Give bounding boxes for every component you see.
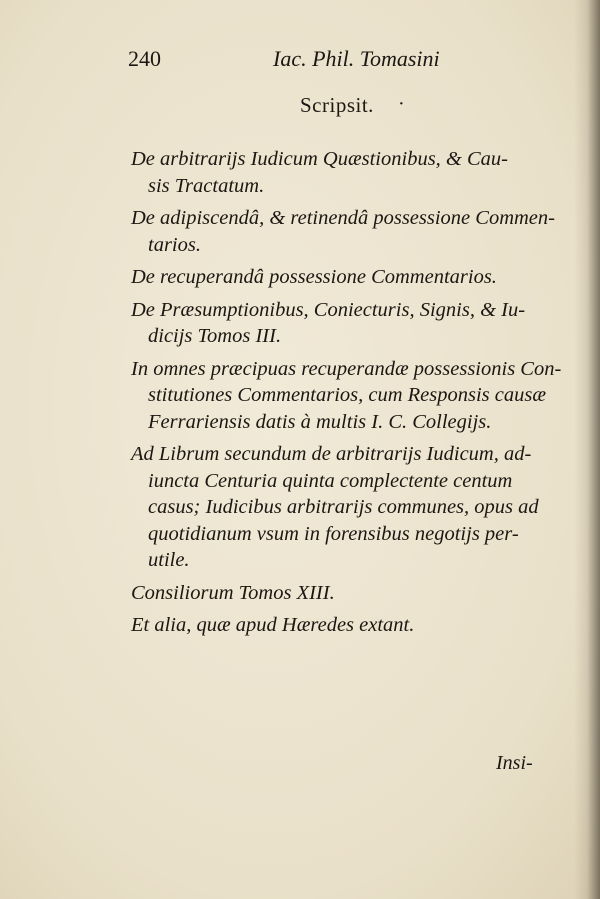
- work-entry-line: tarios.: [148, 233, 201, 256]
- work-entry-line: In omnes præcipuas recuperandæ possessionis Con-: [131, 357, 562, 380]
- work-entry-line: quotidianum vsum in forensibus negotijs per-: [148, 522, 519, 545]
- work-entry-line: De Præsumptionibus, Coniecturis, Signis, & Iu-: [131, 298, 526, 321]
- work-entry: [0, 146, 564, 199]
- work-entry: [0, 297, 564, 350]
- work-entry: [0, 441, 564, 574]
- section-heading: Scripsit.: [300, 93, 374, 117]
- work-entry-line: Ad Librum secundum de arbitrarijs Iudicum, ad-: [131, 443, 532, 465]
- work-entry-line: De adipiscendâ, & retinendâ possessione Commen-: [131, 207, 555, 229]
- work-entry: [0, 264, 564, 291]
- work-entry-line: dicijs Tomos III.: [148, 325, 282, 347]
- works-list: [0, 146, 600, 645]
- work-entry: [0, 356, 564, 436]
- page-number: 240: [128, 46, 161, 71]
- work-entry-line: Et alia, quæ apud Hæredes extant.: [131, 614, 415, 636]
- work-entry-line: iuncta Centuria quinta complectente centum: [148, 469, 513, 492]
- work-entry-line: Consiliorum Tomos XIII.: [131, 581, 335, 604]
- work-entry-line: Ferrariensis datis à multis I. C. Collegijs.: [148, 410, 492, 433]
- work-entry-line: stitutiones Commentarios, cum Responsis causæ: [148, 384, 547, 406]
- catchword: Insi-: [496, 752, 533, 774]
- work-entry-line: utile.: [148, 549, 190, 571]
- work-entry: [0, 205, 564, 258]
- page-header: [128, 46, 568, 76]
- work-entry-line: De recuperandâ possessione Commentarios.: [131, 266, 497, 288]
- work-entry: [0, 580, 564, 607]
- work-entry-line: casus; Iudicibus arbitrarijs communes, opus ad: [148, 496, 539, 518]
- heading-mark: ·: [398, 93, 405, 115]
- work-entry-line: sis Tractatum.: [148, 174, 265, 197]
- work-entry: [0, 612, 564, 639]
- running-head: Iac. Phil. Tomasini: [273, 46, 440, 71]
- work-entry-line: De arbitrarijs Iudicum Quæstionibus, & Cau-: [131, 148, 508, 170]
